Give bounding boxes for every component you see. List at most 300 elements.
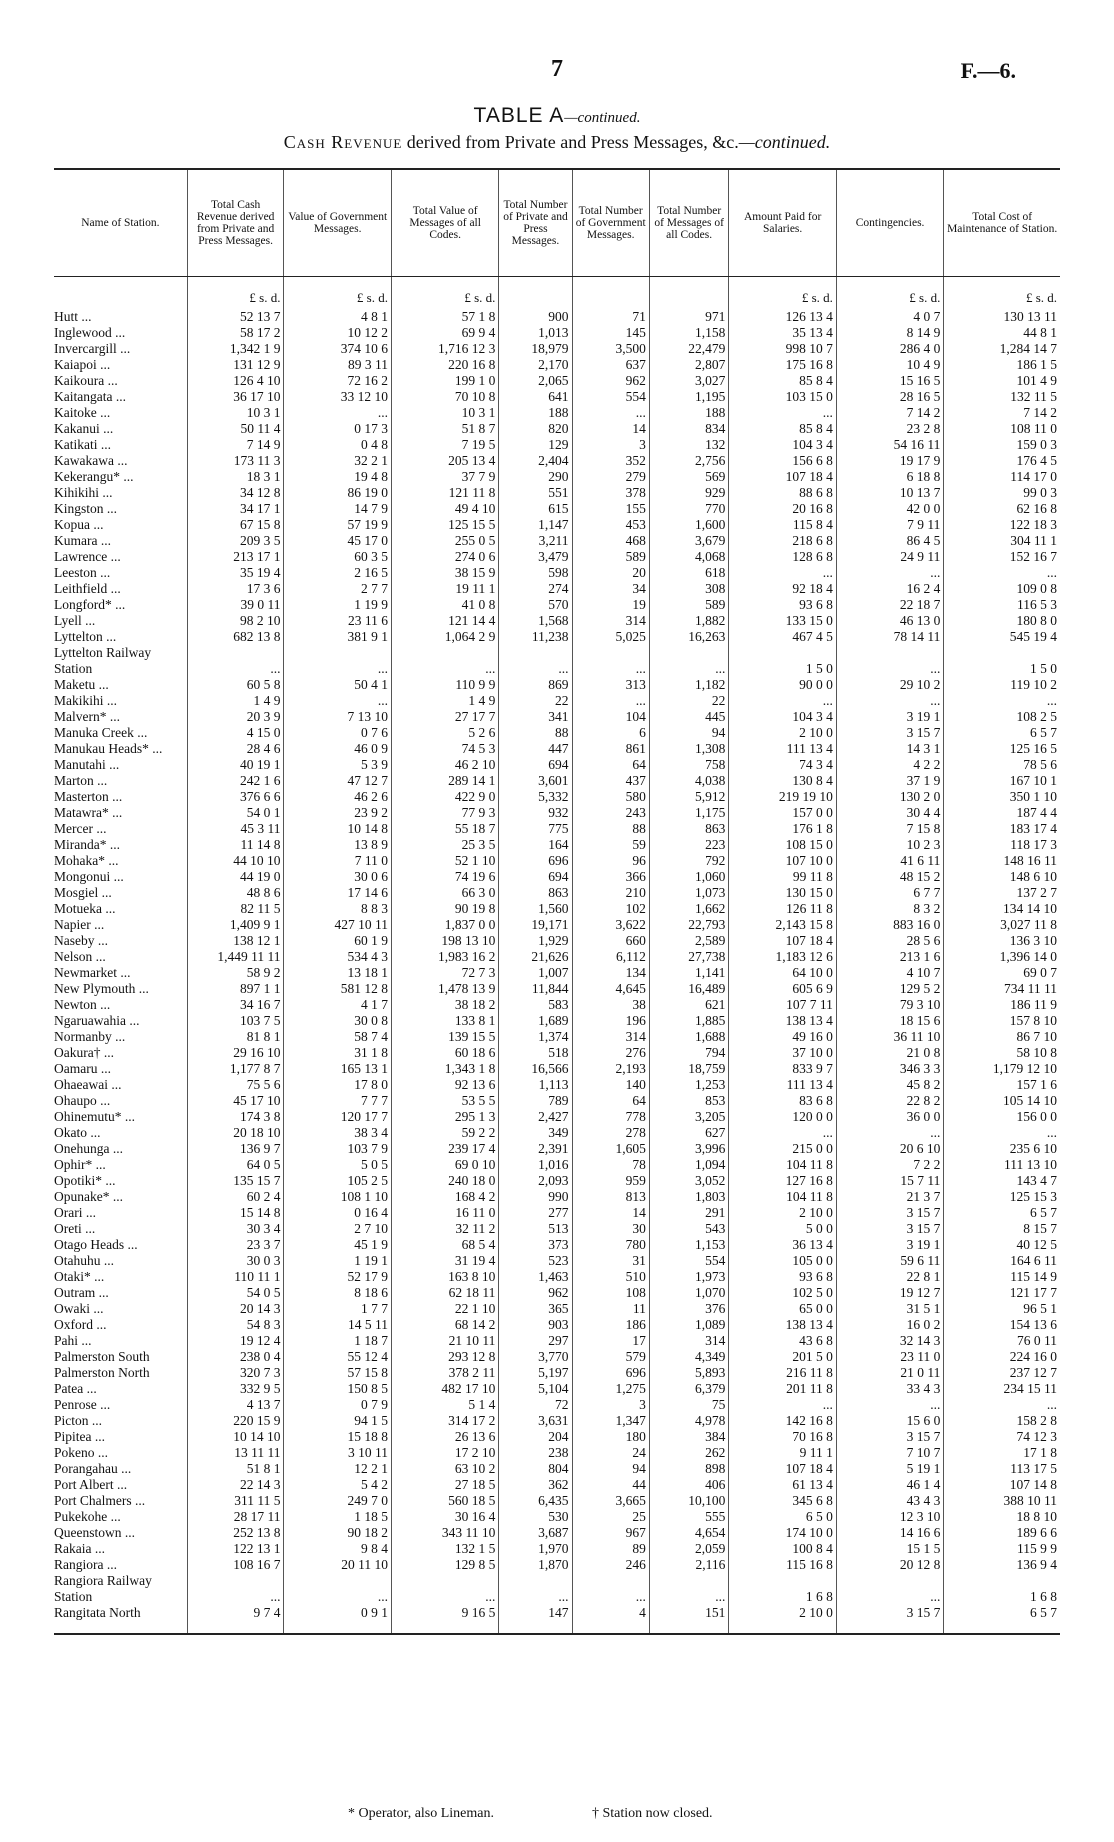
table-row	[54, 1093, 1060, 1109]
value-cell: 373	[499, 1237, 572, 1253]
value-cell: 621	[649, 997, 729, 1013]
table-row	[54, 501, 1060, 517]
value-cell: 3,211	[499, 533, 572, 549]
station-name-cell: Onehunga ...	[54, 1141, 123, 1156]
subtitle-caps: Cash Revenue	[283, 132, 403, 152]
unit-cell: £ s. d.	[187, 277, 284, 310]
value-cell: 422 9 0	[391, 789, 498, 805]
value-cell: 10 13 7	[836, 485, 943, 501]
value-cell: 32 2 1	[284, 453, 391, 469]
value-cell: 1,089	[649, 1317, 729, 1333]
value-cell: 34 12 8	[187, 485, 284, 501]
value-cell: 4 1 7	[284, 997, 391, 1013]
value-cell: 134 14 10	[944, 901, 1060, 917]
value-cell: 1,568	[499, 613, 572, 629]
value-cell: 2,093	[499, 1173, 572, 1189]
value-cell: 52 17 9	[284, 1269, 391, 1285]
value-cell: 861	[572, 741, 649, 757]
value-cell: 36 17 10	[187, 389, 284, 405]
station-name-cell: Station	[54, 1589, 93, 1604]
value-cell: 30 3 4	[187, 1221, 284, 1237]
value-cell: 9 7 4	[187, 1605, 284, 1634]
value-cell: 89 3 11	[284, 357, 391, 373]
value-cell: 105 14 10	[944, 1093, 1060, 1109]
value-cell: 378	[572, 485, 649, 501]
units-row	[54, 277, 1060, 310]
value-cell: 77 9 3	[391, 805, 498, 821]
value-cell: 0 4 8	[284, 437, 391, 453]
value-cell: 853	[649, 1093, 729, 1109]
value-cell: 346 3 3	[836, 1061, 943, 1077]
table-title	[0, 104, 1114, 128]
value-cell: 1,449 11 11	[187, 949, 284, 965]
value-cell: 58 7 4	[284, 1029, 391, 1045]
value-cell: 276	[572, 1045, 649, 1061]
value-cell: 163 8 10	[391, 1269, 498, 1285]
value-cell: 238	[499, 1445, 572, 1461]
value-cell: ...	[729, 405, 836, 421]
station-name-cell: Malvern* ...	[54, 709, 120, 724]
station-name-cell: Rangiora Railway	[54, 1573, 152, 1588]
value-cell: 72 16 2	[284, 373, 391, 389]
value-cell: 23 2 8	[836, 421, 943, 437]
value-cell: 1 5 0	[944, 661, 1060, 677]
table-row	[54, 453, 1060, 469]
table-row	[54, 1541, 1060, 1557]
table-row	[54, 853, 1060, 869]
value-cell: 35 19 4	[187, 565, 284, 581]
value-cell: 11	[572, 1301, 649, 1317]
value-cell: 343 11 10	[391, 1525, 498, 1541]
value-cell: 4,038	[649, 773, 729, 789]
station-name-cell: Kaitangata ...	[54, 389, 126, 404]
column-header: Total Cash Revenue derived from Private and Press Messages.	[187, 169, 284, 277]
value-cell: 20 11 10	[284, 1557, 391, 1573]
station-name-cell: Kumara ...	[54, 533, 111, 548]
value-cell: 362	[499, 1477, 572, 1493]
table-row	[54, 1557, 1060, 1573]
value-cell: 7 2 2	[836, 1157, 943, 1173]
table-row	[54, 485, 1060, 501]
value-cell: 3,027	[649, 373, 729, 389]
value-cell: 138 13 4	[729, 1013, 836, 1029]
value-cell: 1,158	[649, 325, 729, 341]
station-name-cell: Manukau Heads* ...	[54, 741, 163, 756]
value-cell: 70 16 8	[729, 1429, 836, 1445]
value-cell: 23 9 2	[284, 805, 391, 821]
value-cell: 1,973	[649, 1269, 729, 1285]
value-cell: 23 3 7	[187, 1237, 284, 1253]
value-cell: 14	[572, 1205, 649, 1221]
station-name-cell: Kawakawa ...	[54, 453, 128, 468]
value-cell: 349	[499, 1125, 572, 1141]
table-row	[54, 981, 1060, 997]
value-cell: 108 1 10	[284, 1189, 391, 1205]
value-cell: 2 10 0	[729, 1605, 836, 1634]
value-cell: 139 15 5	[391, 1029, 498, 1045]
value-cell: 130 13 11	[944, 309, 1060, 325]
value-cell: 22 8 2	[836, 1093, 943, 1109]
table-row	[54, 901, 1060, 917]
value-cell: 105 0 0	[729, 1253, 836, 1269]
value-cell: 10 3 1	[391, 405, 498, 421]
value-cell: 1 6 8	[729, 1589, 836, 1605]
value-cell: 88	[572, 821, 649, 837]
station-name-cell: Lyttelton ...	[54, 629, 117, 644]
value-cell: 311 11 5	[187, 1493, 284, 1509]
value-cell: 111 13 10	[944, 1157, 1060, 1173]
value-cell: 1,662	[649, 901, 729, 917]
value-cell: 92 18 4	[729, 581, 836, 597]
value-cell: 16 2 4	[836, 581, 943, 597]
value-cell: 143 4 7	[944, 1173, 1060, 1189]
station-name-cell: Leeston ...	[54, 565, 111, 580]
table-row	[54, 405, 1060, 421]
value-cell: 54 0 5	[187, 1285, 284, 1301]
value-cell: 71	[572, 309, 649, 325]
value-cell: 41 0 8	[391, 597, 498, 613]
value-cell: 262	[649, 1445, 729, 1461]
value-cell: 213 17 1	[187, 549, 284, 565]
station-name-cell: Masterton ...	[54, 789, 123, 804]
value-cell: 5,332	[499, 789, 572, 805]
value-cell: 129 5 2	[836, 981, 943, 997]
value-cell: 1 18 5	[284, 1509, 391, 1525]
value-cell: 20 14 3	[187, 1301, 284, 1317]
value-cell: 50 4 1	[284, 677, 391, 693]
value-cell: 641	[499, 389, 572, 405]
value-cell: 101 4 9	[944, 373, 1060, 389]
table-row	[54, 677, 1060, 693]
value-cell: ...	[649, 1589, 729, 1605]
value-cell: 1 6 8	[944, 1589, 1060, 1605]
value-cell: 2,059	[649, 1541, 729, 1557]
table-row	[54, 1013, 1060, 1029]
value-cell: 47 12 7	[284, 773, 391, 789]
value-cell: 96 5 1	[944, 1301, 1060, 1317]
table-row	[54, 965, 1060, 981]
value-cell: 22 8 1	[836, 1269, 943, 1285]
value-cell: 3 15 7	[836, 1221, 943, 1237]
value-cell: 154 13 6	[944, 1317, 1060, 1333]
value-cell: 1,478 13 9	[391, 981, 498, 997]
station-name-cell: Rangitata North	[54, 1605, 187, 1634]
value-cell: 27 18 5	[391, 1477, 498, 1493]
value-cell: 22	[649, 693, 729, 709]
value-cell: 314	[572, 1029, 649, 1045]
value-cell: 570	[499, 597, 572, 613]
value-cell: 1,147	[499, 517, 572, 533]
value-cell: 1,070	[649, 1285, 729, 1301]
value-cell: 88 6 8	[729, 485, 836, 501]
value-cell: 223	[649, 837, 729, 853]
station-name-cell: Porangahau ...	[54, 1461, 132, 1476]
value-cell: 76 0 11	[944, 1333, 1060, 1349]
value-cell: 427 10 11	[284, 917, 391, 933]
table-row	[54, 757, 1060, 773]
value-cell: 107 7 11	[729, 997, 836, 1013]
value-cell: 23 11 6	[284, 613, 391, 629]
value-cell: 85 8 4	[729, 421, 836, 437]
value-cell: 46 0 9	[284, 741, 391, 757]
value-cell: 38 18 2	[391, 997, 498, 1013]
value-cell: 20 3 9	[187, 709, 284, 725]
value-cell: 0 7 6	[284, 725, 391, 741]
value-cell: 579	[572, 1349, 649, 1365]
value-cell: 682 13 8	[187, 629, 284, 645]
value-cell: 37 10 0	[729, 1045, 836, 1061]
value-cell: 51 8 1	[187, 1461, 284, 1477]
table-row	[54, 421, 1060, 437]
value-cell: 598	[499, 565, 572, 581]
value-cell: 5,197	[499, 1365, 572, 1381]
value-cell: 115 16 8	[729, 1557, 836, 1573]
table-row	[54, 1189, 1060, 1205]
value-cell: 31 5 1	[836, 1301, 943, 1317]
value-cell: 114 17 0	[944, 469, 1060, 485]
value-cell: 19 12 7	[836, 1285, 943, 1301]
value-cell: 31 19 4	[391, 1253, 498, 1269]
value-cell: 138 12 1	[187, 933, 284, 949]
value-cell: 20 12 8	[836, 1557, 943, 1573]
value-cell: 3	[572, 1397, 649, 1413]
value-cell: 290	[499, 469, 572, 485]
table-row	[54, 1445, 1060, 1461]
station-name-cell: Ohinemutu* ...	[54, 1109, 135, 1124]
value-cell: 224 16 0	[944, 1349, 1060, 1365]
value-cell: 108 15 0	[729, 837, 836, 853]
table-row	[54, 709, 1060, 725]
value-cell: 86 19 0	[284, 485, 391, 501]
value-cell: 60 5 8	[187, 677, 284, 693]
value-cell: 28 5 6	[836, 933, 943, 949]
table-row	[54, 1285, 1060, 1301]
value-cell: 4 8 1	[284, 309, 391, 325]
value-cell: 16,489	[649, 981, 729, 997]
station-name-cell: Manutahi ...	[54, 757, 120, 772]
value-cell: 21 3 7	[836, 1189, 943, 1205]
value-cell: 156 0 0	[944, 1109, 1060, 1125]
value-cell: 295 1 3	[391, 1109, 498, 1125]
table-row	[54, 565, 1060, 581]
value-cell: 274 0 6	[391, 549, 498, 565]
value-cell: 83 6 8	[729, 1093, 836, 1109]
value-cell: 3,770	[499, 1349, 572, 1365]
value-cell: 108 16 7	[187, 1557, 284, 1573]
value-cell: ...	[836, 1589, 943, 1605]
value-cell: 100 8 4	[729, 1541, 836, 1557]
unit-cell: £ s. d.	[284, 277, 391, 310]
value-cell: 3,679	[649, 533, 729, 549]
value-cell: 2,065	[499, 373, 572, 389]
value-cell: 86 4 5	[836, 533, 943, 549]
value-cell: ...	[187, 1589, 284, 1605]
value-cell: 23 11 0	[836, 1349, 943, 1365]
value-cell: 468	[572, 533, 649, 549]
value-cell: 115 9 9	[944, 1541, 1060, 1557]
value-cell: 6,379	[649, 1381, 729, 1397]
value-cell: 74 5 3	[391, 741, 498, 757]
value-cell: ...	[499, 1589, 572, 1605]
value-cell	[572, 645, 649, 661]
value-cell: 1,253	[649, 1077, 729, 1093]
value-cell: 5 4 2	[284, 1477, 391, 1493]
table-row	[54, 741, 1060, 757]
table-row	[54, 1269, 1060, 1285]
value-cell: 758	[649, 757, 729, 773]
value-cell: 0 16 4	[284, 1205, 391, 1221]
station-name-cell: Katikati ...	[54, 437, 111, 452]
value-cell: 26 13 6	[391, 1429, 498, 1445]
value-cell: 1,600	[649, 517, 729, 533]
value-cell: 58 10 8	[944, 1045, 1060, 1061]
value-cell: 11,238	[499, 629, 572, 645]
value-cell: 32 14 3	[836, 1333, 943, 1349]
station-name-cell: Invercargill ...	[54, 341, 131, 356]
value-cell: 102	[572, 901, 649, 917]
value-cell: 55 12 4	[284, 1349, 391, 1365]
value-cell: 107 14 8	[944, 1477, 1060, 1493]
value-cell: 5,912	[649, 789, 729, 805]
value-cell: 789	[499, 1093, 572, 1109]
value-cell: 45 3 11	[187, 821, 284, 837]
value-cell: 129 8 5	[391, 1557, 498, 1573]
value-cell: 314 17 2	[391, 1413, 498, 1429]
value-cell: 120 17 7	[284, 1109, 391, 1125]
value-cell: 48 15 2	[836, 869, 943, 885]
value-cell: 174 10 0	[729, 1525, 836, 1541]
station-name-cell: Station	[54, 661, 93, 676]
value-cell: 696	[572, 1365, 649, 1381]
value-cell: 25	[572, 1509, 649, 1525]
value-cell: 10 14 8	[284, 821, 391, 837]
value-cell: 1,342 1 9	[187, 341, 284, 357]
value-cell: 187 4 4	[944, 805, 1060, 821]
value-cell: 869	[499, 677, 572, 693]
value-cell: 17 3 6	[187, 581, 284, 597]
table-row	[54, 309, 1060, 325]
value-cell: ...	[572, 405, 649, 421]
value-cell: 105 2 5	[284, 1173, 391, 1189]
value-cell: 1,016	[499, 1157, 572, 1173]
value-cell: 107 18 4	[729, 469, 836, 485]
value-cell: 42 0 0	[836, 501, 943, 517]
station-name-cell: Opunake* ...	[54, 1189, 123, 1204]
value-cell: ...	[729, 1397, 836, 1413]
value-cell: 136 3 10	[944, 933, 1060, 949]
table-row	[54, 1221, 1060, 1237]
value-cell: 734 11 11	[944, 981, 1060, 997]
value-cell: 289 14 1	[391, 773, 498, 789]
value-cell: 8 14 9	[836, 325, 943, 341]
value-cell: 12 3 10	[836, 1509, 943, 1525]
table-row	[54, 597, 1060, 613]
value-cell: 75 5 6	[187, 1077, 284, 1093]
station-name-cell: Ophir* ...	[54, 1157, 106, 1172]
value-cell: 1,183 12 6	[729, 949, 836, 965]
value-cell: 6 7 7	[836, 885, 943, 901]
value-cell: 1,396 14 0	[944, 949, 1060, 965]
value-cell: 900	[499, 309, 572, 325]
station-name-cell: Penrose ...	[54, 1397, 111, 1412]
value-cell: 510	[572, 1269, 649, 1285]
value-cell: 22	[499, 693, 572, 709]
value-cell: 15 7 11	[836, 1173, 943, 1189]
value-cell: 14 16 6	[836, 1525, 943, 1541]
table-row	[54, 725, 1060, 741]
table-row	[54, 1125, 1060, 1141]
value-cell: 775	[499, 821, 572, 837]
value-cell: 694	[499, 757, 572, 773]
value-cell: 1,284 14 7	[944, 341, 1060, 357]
value-cell: 148 6 10	[944, 869, 1060, 885]
table-title-main: TABLE A	[473, 104, 565, 127]
value-cell: 132 11 5	[944, 389, 1060, 405]
value-cell: 7 15 8	[836, 821, 943, 837]
value-cell: 36 11 10	[836, 1029, 943, 1045]
value-cell	[729, 1573, 836, 1589]
value-cell: 78 5 6	[944, 757, 1060, 773]
value-cell: 813	[572, 1189, 649, 1205]
value-cell: 103 15 0	[729, 389, 836, 405]
value-cell: 152 16 7	[944, 549, 1060, 565]
table-row	[54, 437, 1060, 453]
value-cell: 93 6 8	[729, 1269, 836, 1285]
value-cell: 188	[649, 405, 729, 421]
value-cell: 130 15 0	[729, 885, 836, 901]
value-cell: 115 8 4	[729, 517, 836, 533]
value-cell: 88	[499, 725, 572, 741]
value-cell	[391, 1573, 498, 1589]
value-cell: 560 18 5	[391, 1493, 498, 1509]
value-cell: 61 13 4	[729, 1477, 836, 1493]
value-cell: 8 18 6	[284, 1285, 391, 1301]
value-cell: 36 0 0	[836, 1109, 943, 1125]
value-cell: 36 13 4	[729, 1237, 836, 1253]
value-cell: 209 3 5	[187, 533, 284, 549]
value-cell: 138 13 4	[729, 1317, 836, 1333]
value-cell: 118 17 3	[944, 837, 1060, 853]
value-cell: 234 15 11	[944, 1381, 1060, 1397]
value-cell: 158 2 8	[944, 1413, 1060, 1429]
value-cell: 173 11 3	[187, 453, 284, 469]
value-cell: 145	[572, 325, 649, 341]
value-cell: 157 1 6	[944, 1077, 1060, 1093]
value-cell: 156 6 8	[729, 453, 836, 469]
value-cell: 1,837 0 0	[391, 917, 498, 933]
value-cell: 94	[572, 1461, 649, 1477]
table-row	[54, 1605, 1060, 1634]
station-name-cell: Pokeno ...	[54, 1445, 108, 1460]
unit-cell: £ s. d.	[836, 277, 943, 310]
value-cell: 131 12 9	[187, 357, 284, 373]
table-row	[54, 1077, 1060, 1093]
value-cell: 92 13 6	[391, 1077, 498, 1093]
value-cell: 90 19 8	[391, 901, 498, 917]
value-cell: 21 0 8	[836, 1045, 943, 1061]
value-cell: 804	[499, 1461, 572, 1477]
value-cell: 2,170	[499, 357, 572, 373]
value-cell: 246	[572, 1557, 649, 1573]
value-cell: 98 2 10	[187, 613, 284, 629]
value-cell: 69 0 7	[944, 965, 1060, 981]
table-row	[54, 613, 1060, 629]
value-cell: 38 15 9	[391, 565, 498, 581]
value-cell: 4 15 0	[187, 725, 284, 741]
value-cell: 1,113	[499, 1077, 572, 1093]
value-cell: 72 7 3	[391, 965, 498, 981]
value-cell: ...	[391, 661, 498, 677]
